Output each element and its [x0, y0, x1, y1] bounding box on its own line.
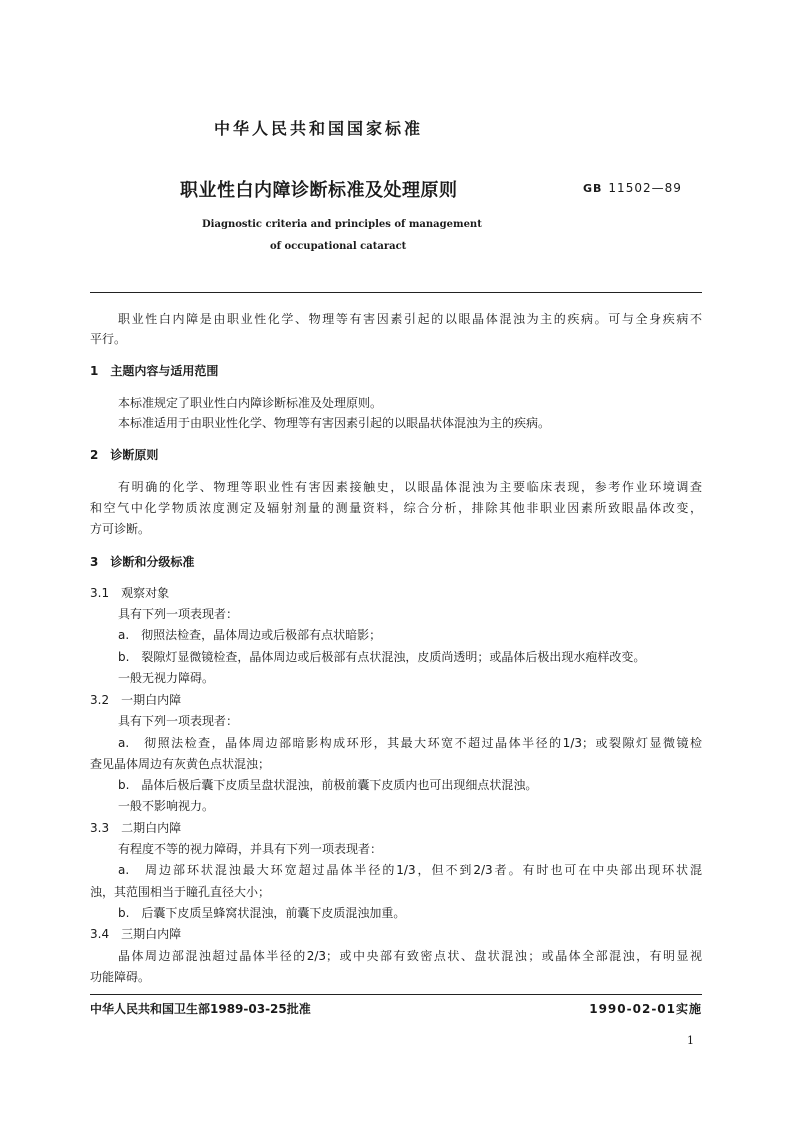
section-1-paragraph-1: 本标准规定了职业性白内障诊断标准及处理原则。: [118, 396, 383, 410]
implementation-date: 1990-02-01实施: [589, 1002, 702, 1016]
section-3-2-item-a-line-2: 查见晶体周边有灰黄色点状混浊；: [90, 757, 271, 771]
section-2-heading: 2 诊断原则: [90, 448, 159, 462]
standard-code-number: 11502—89: [608, 181, 682, 195]
header-divider: [90, 292, 702, 293]
section-3-3-lead: 有程度不等的视力障碍，并具有下列一项表现者：: [118, 842, 383, 856]
section-3-2-note: 一般不影响视力。: [118, 799, 215, 813]
intro-line-1: 职业性白内障是由职业性化学、物理等有害因素引起的以眼晶体混浊为主的疾病。可与全身疾病不: [118, 312, 702, 326]
section-3-3-item-b: b. 后囊下皮质呈蜂窝状混浊，前囊下皮质混浊加重。: [118, 906, 406, 920]
standard-code: [583, 181, 682, 195]
intro-line-2: 平行。: [90, 332, 127, 346]
section-2-line-3: 方可诊断。: [90, 522, 151, 536]
section-3-2-lead: 具有下列一项表现者：: [118, 714, 239, 728]
section-3-4-line-1: 晶体周边部混浊超过晶体半径的2/3；或中央部有致密点状、盘状混浊；或晶体全部混浊，有明显视: [118, 949, 702, 963]
section-1-paragraph-2: 本标准适用于由职业性化学、物理等有害因素引起的以眼晶状体混浊为主的疾病。: [118, 416, 551, 430]
national-standard-label: 中华人民共和国国家标准: [214, 119, 424, 138]
standard-code-prefix: GB: [583, 182, 603, 195]
section-3-4-line-2: 功能障碍。: [90, 970, 151, 984]
section-3-3-item-a-line-2: 浊，其范围相当于瞳孔直径大小；: [90, 885, 271, 899]
document-title: 职业性白内障诊断标准及处理原则: [180, 180, 458, 201]
section-3-1-note: 一般无视力障碍。: [118, 671, 215, 685]
section-3-4-heading: 3.4 三期白内障: [90, 927, 182, 941]
section-2-line-2: 和空气中化学物质浓度测定及辐射剂量的测量资料，综合分析，排除其他非职业因素所致眼晶体改变，: [90, 501, 702, 515]
section-3-2-heading: 3.2 一期白内障: [90, 693, 182, 707]
section-1-heading: 1 主题内容与适用范围: [90, 364, 219, 378]
english-title-line-1: Diagnostic criteria and principles of management: [202, 219, 482, 230]
approval-note: 中华人民共和国卫生部1989-03-25批准: [90, 1002, 311, 1016]
section-3-2-item-b: b. 晶体后极后囊下皮质呈盘状混浊，前极前囊下皮质内也可出现细点状混浊。: [118, 778, 538, 792]
section-3-1-item-a: a. 彻照法检查，晶体周边或后极部有点状暗影；: [118, 628, 382, 642]
section-3-3-heading: 3.3 二期白内障: [90, 821, 182, 835]
english-title-line-2: of occupational cataract: [270, 241, 407, 252]
page-number: 1: [687, 1034, 694, 1047]
section-3-heading: 3 诊断和分级标准: [90, 555, 195, 569]
section-2-line-1: 有明确的化学、物理等职业性有害因素接触史，以眼晶体混浊为主要临床表现，参考作业环境调查: [118, 480, 702, 494]
footer-divider: [90, 994, 702, 995]
section-3-1-lead: 具有下列一项表现者：: [118, 607, 239, 621]
section-3-1-item-b: b. 裂隙灯显微镜检查，晶体周边或后极部有点状混浊，皮质尚透明；或晶体后极出现水疱样改变。: [118, 650, 646, 664]
section-3-2-item-a-line-1: a. 彻照法检查，晶体周边部暗影构成环形，其最大环宽不超过晶体半径的1/3；或裂隙灯显微镜检: [118, 736, 702, 750]
section-3-3-item-a-line-1: a. 周边部环状混浊最大环宽超过晶体半径的1/3，但不到2/3者。有时也可在中央部出现环状混: [118, 863, 702, 877]
section-3-1-heading: 3.1 观察对象: [90, 586, 170, 600]
